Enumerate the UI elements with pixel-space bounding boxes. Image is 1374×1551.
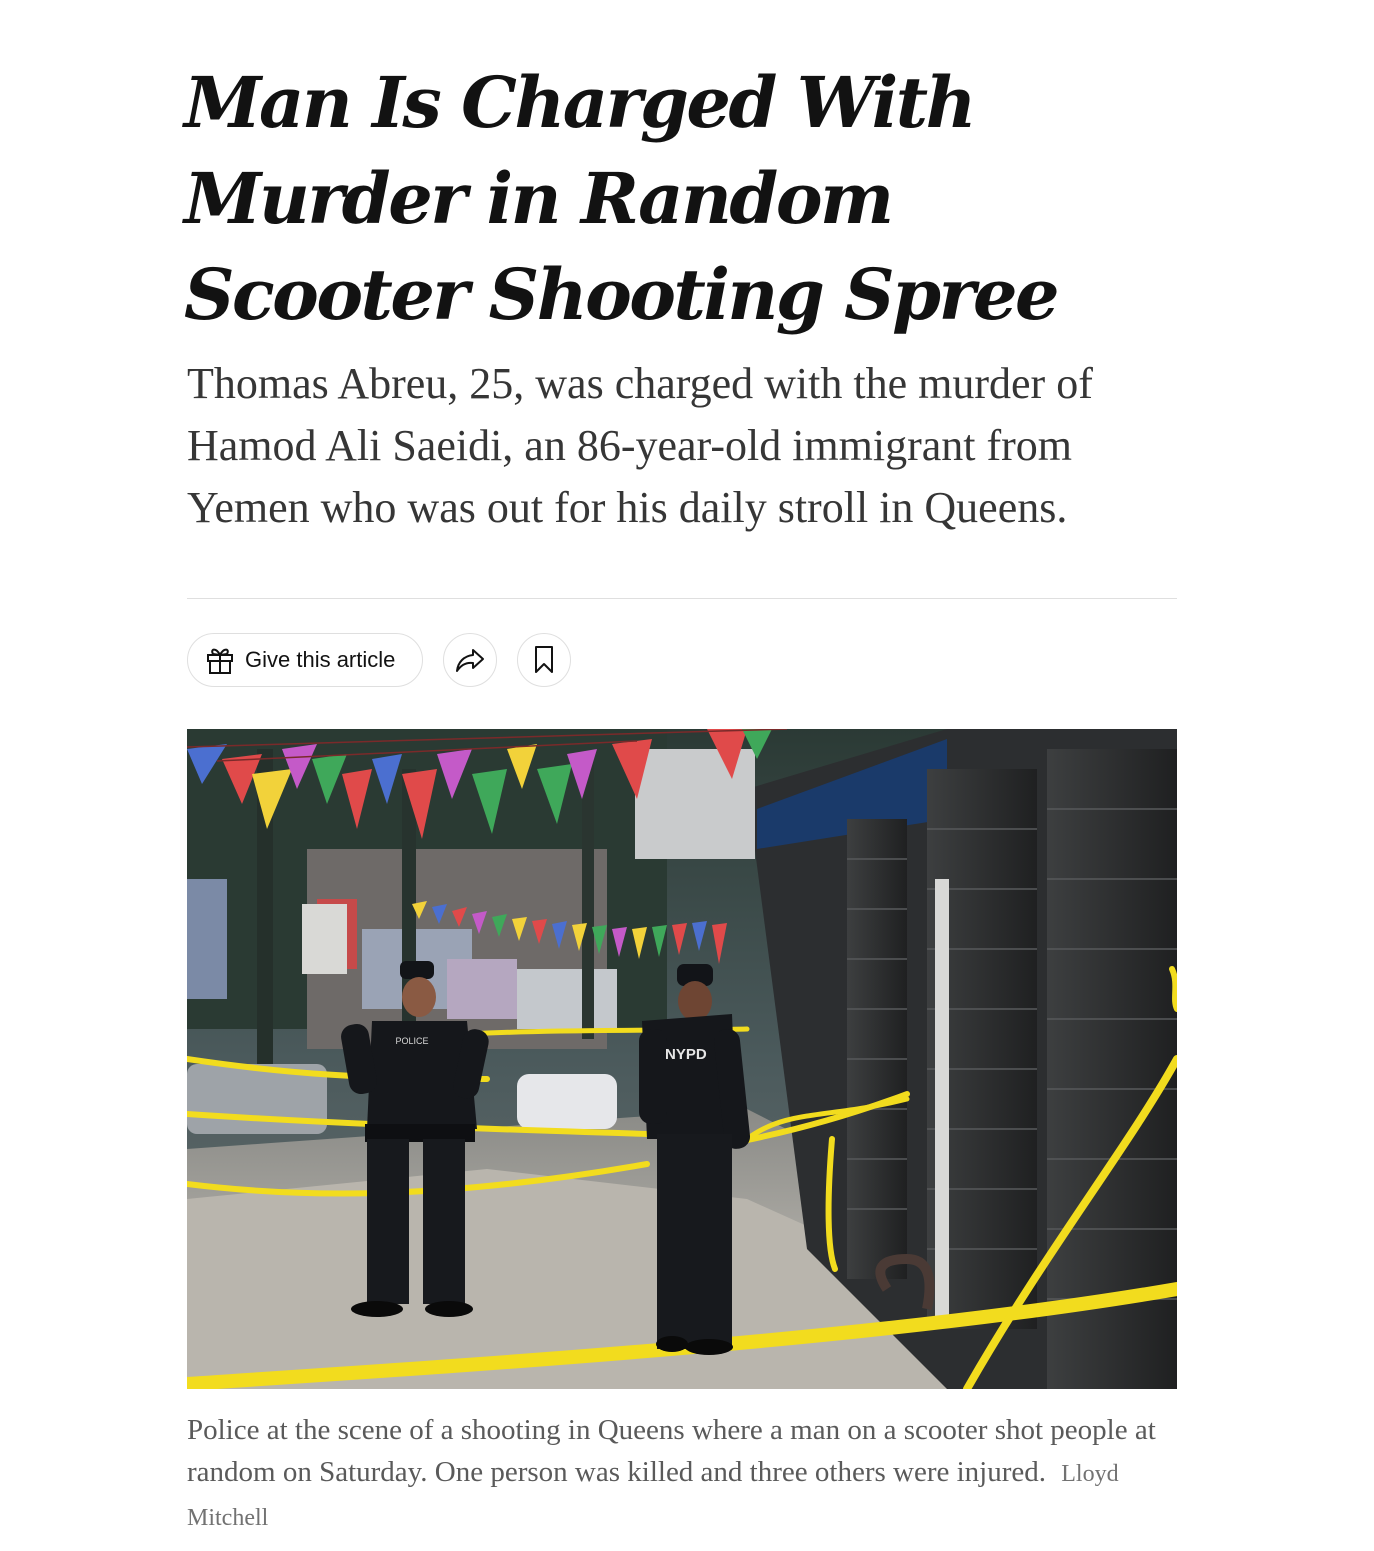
share-icon [454,646,486,674]
divider [187,598,1177,599]
photo-credit: Lloyd Mitchell [187,1461,1119,1531]
article-photo [187,729,1177,1389]
article-summary: Thomas Abreu, 25, was charged with the murder of Hamod Ali Saeidi, an 86-year-old immigrant from Yemen who was out for his daily stroll in Queens. [187,359,1093,532]
share-button[interactable] [443,633,497,687]
photo-caption [187,1409,1177,1539]
give-article-label: Give this article [245,647,396,672]
gift-icon [204,644,236,676]
article-toolbar [187,633,1177,689]
bookmark-icon [533,645,555,675]
save-button[interactable] [517,633,571,687]
nypd-vest-text: NYPD [665,1046,707,1063]
caption-text: Police at the scene of a shooting in Queens where a man on a scooter shot people at random on Saturday. One person was killed and three others were injured. [187,1414,1156,1488]
police-badge-text: POLICE [395,1036,429,1046]
headline: Man Is Charged With Murder in Random Scooter Shooting Spree [184,61,1058,336]
give-article-button[interactable] [187,633,423,687]
